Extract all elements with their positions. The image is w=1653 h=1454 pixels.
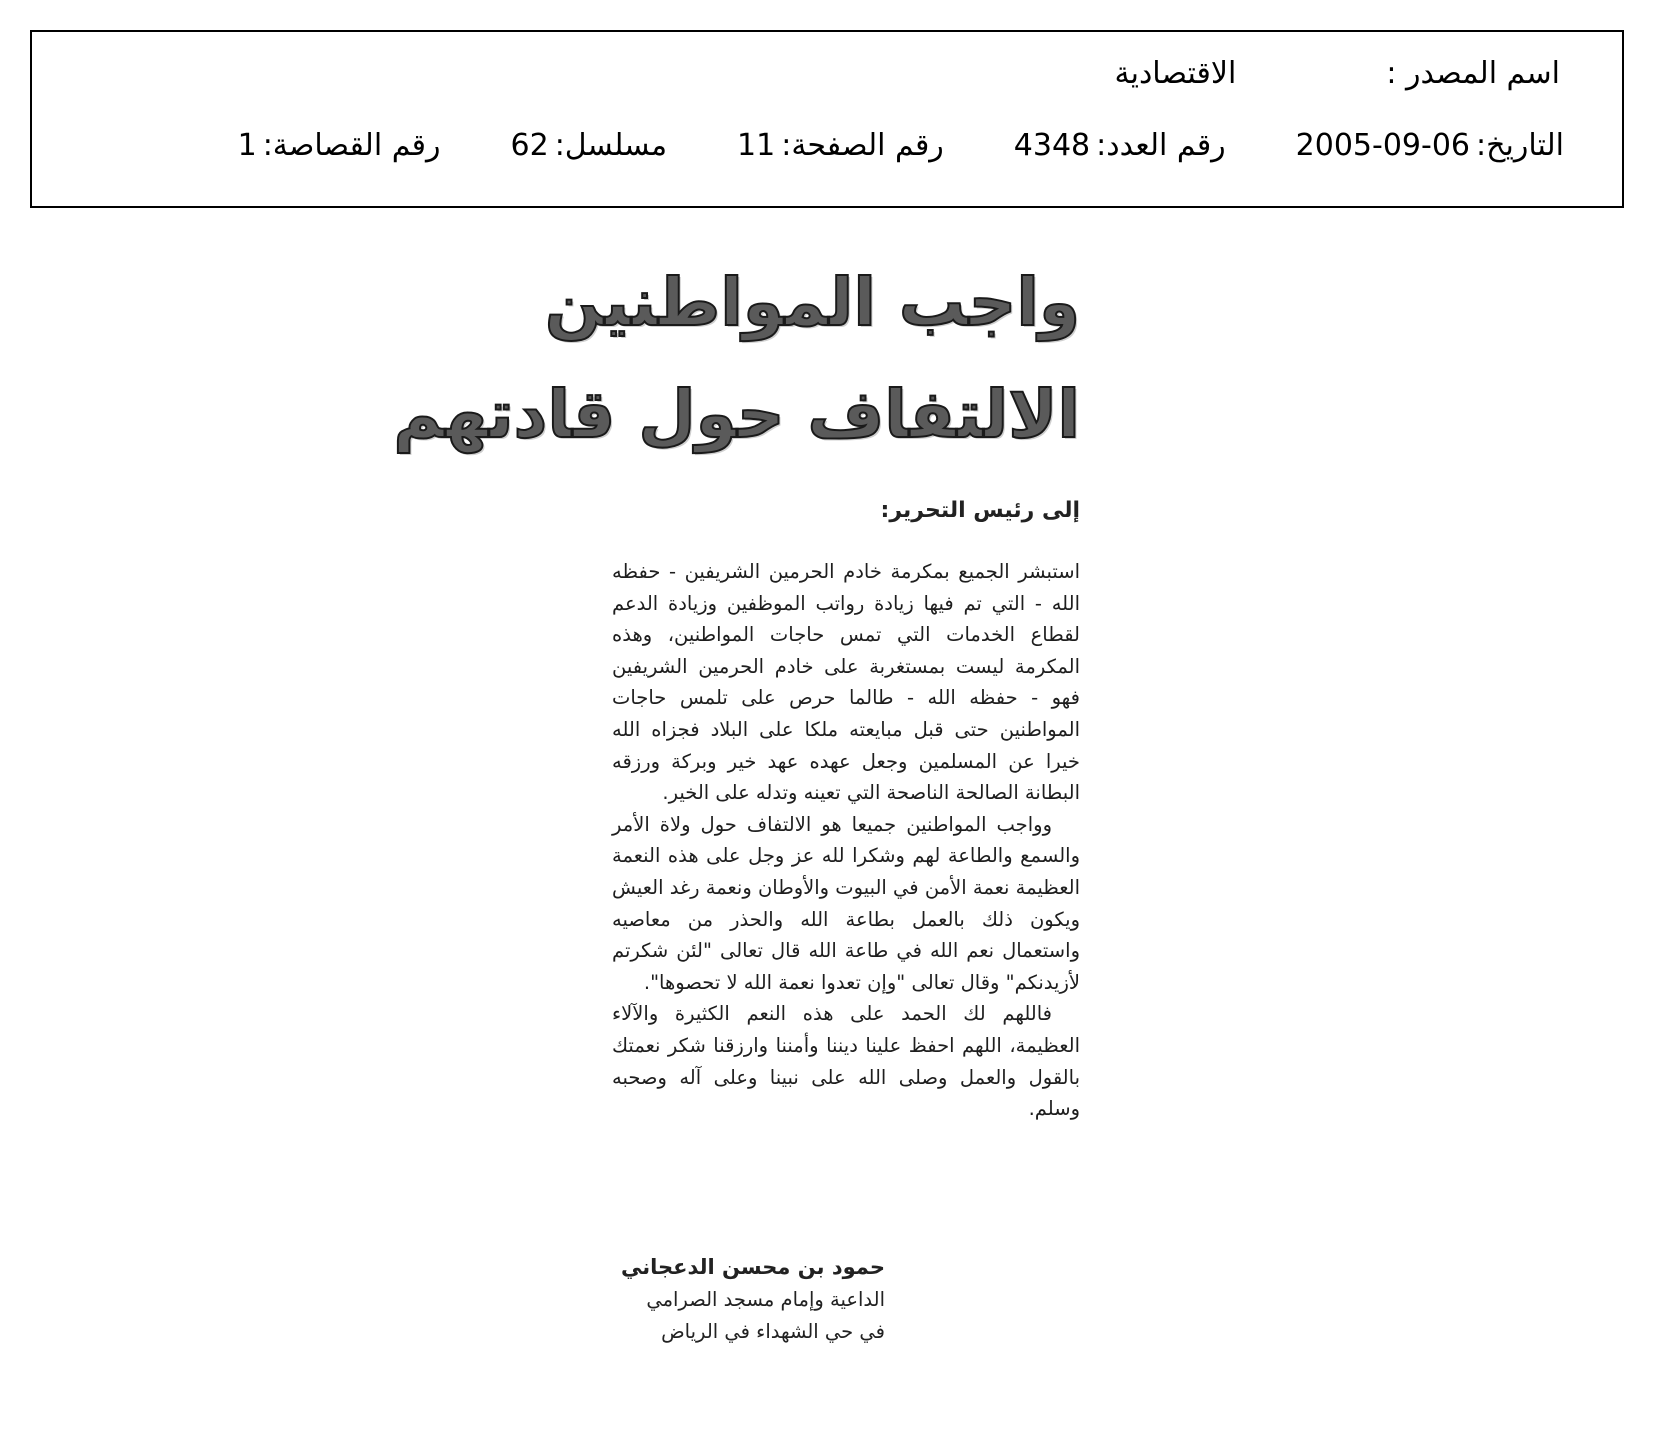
signature-block — [621, 1250, 885, 1348]
page-label: رقم الصفحة: — [781, 128, 944, 163]
signature-location: في حي الشهداء في الرياض — [661, 1320, 885, 1343]
headline-line-1: واجب المواطنين — [544, 264, 1080, 341]
issue-value: 4348 — [1013, 128, 1091, 163]
paragraph-3: فاللهم لك الحمد على هذه النعم الكثيرة والآلاء العظيمة، اللهم احفظ علينا ديننا وأمننا وارزقنا شكر نعمتك بالقول والعمل وصلى الله على نبينا وعلى آله وصحبه وسلم. — [612, 1002, 1080, 1121]
source-value: الاقتصادية — [1114, 56, 1237, 91]
details-row — [238, 128, 1564, 163]
date-value: 2005-09-06 — [1295, 128, 1471, 163]
page-value: 11 — [737, 128, 776, 163]
signature-name: حمود بن محسن الدعجاني — [621, 1255, 885, 1279]
serial-label: مسلسل: — [554, 128, 668, 163]
clip-label: رقم القصاصة: — [262, 128, 441, 163]
clipping-metadata-box — [30, 30, 1624, 208]
issue-field — [1014, 128, 1226, 163]
date-field — [1296, 128, 1564, 163]
clip-field — [238, 128, 441, 163]
page-field — [737, 128, 944, 163]
serial-value: 62 — [510, 128, 549, 163]
signature-title: الداعية وإمام مسجد الصرامي — [646, 1288, 885, 1311]
serial-field — [511, 128, 668, 163]
salutation: إلى رئيس التحرير: — [880, 498, 1080, 523]
source-label: اسم المصدر : — [1386, 56, 1560, 91]
newspaper-clipping — [393, 260, 1080, 1410]
article-body — [612, 556, 1080, 1125]
paragraph-2: وواجب المواطنين جميعا هو الالتفاف حول ولاة الأمر والسمع والطاعة لهم وشكرا لله عز وجل على هذه النعمة العظيمة نعمة الأمن في البيوت والأوطان ونعمة رغد العيش ويكون ذلك بالعمل بطاعة الله والحذر من معاصيه واستعمال نعم الله في طاعة الله قال تعالى "لئن شكرتم لأزيدنكم" وقال تعالى "وإن تعدوا نعمة الله لا تحصوها". — [612, 812, 1080, 994]
issue-label: رقم العدد: — [1096, 128, 1226, 163]
clip-value: 1 — [237, 128, 257, 163]
source-row — [1115, 56, 1560, 91]
date-label: التاريخ: — [1476, 128, 1564, 163]
headline-line-2: الالتفاف حول قادتهم — [393, 376, 1080, 453]
paragraph-1: استبشر الجميع بمكرمة خادم الحرمين الشريفين - حفظه الله - التي تم فيها زيادة رواتب الموظفين وزيادة الدعم لقطاع الخدمات التي تمس حاجات المواطنين، وهذه المكرمة ليست بمستغربة على خادم الحرمين الشريفين فهو - حفظه الله - طالما حرص على تلمس حاجات المواطنين حتى قبل مبايعته ملكا على البلاد فجزاه الله خيرا عن المسلمين وجعل عهده عهد خير وبركة ورزقه البطانة الصالحة الناصحة التي تعينه وتدله على الخير. — [612, 560, 1080, 805]
